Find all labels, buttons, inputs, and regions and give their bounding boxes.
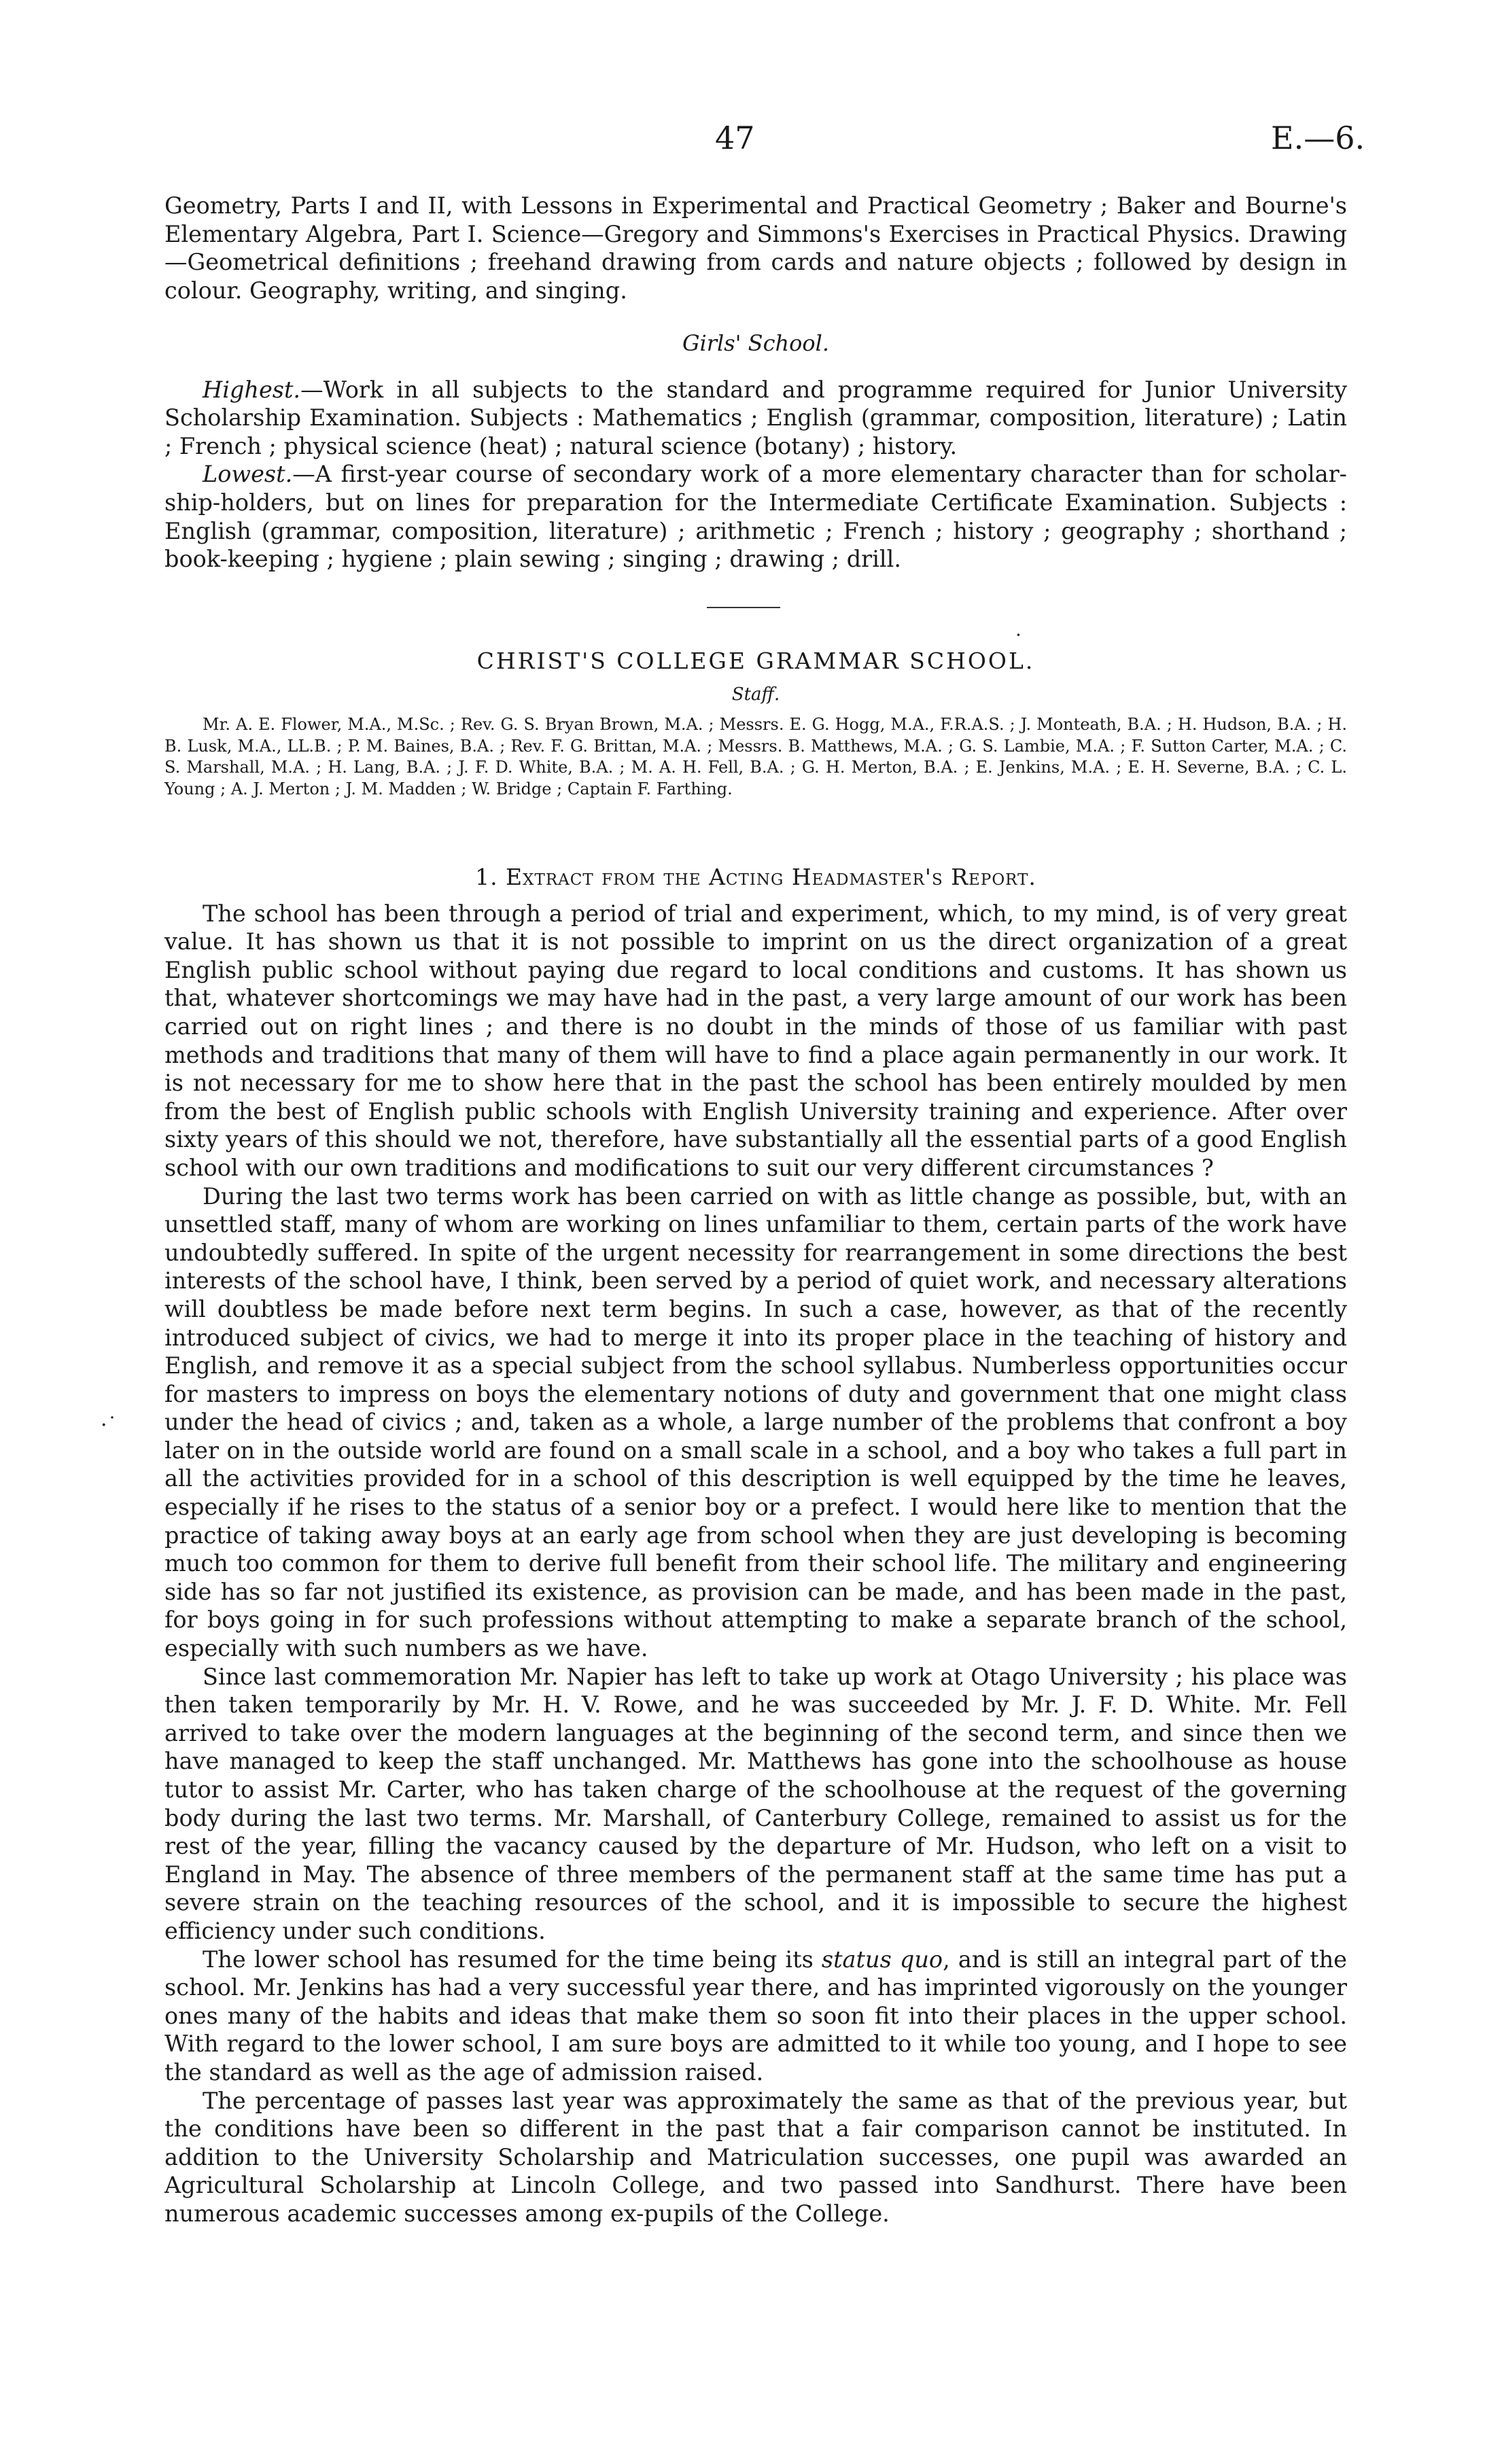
college-title: CHRIST'S COLLEGE GRAMMAR SCHOOL. (476, 648, 1035, 674)
status-quo-italic: status quo (821, 1946, 943, 1973)
report-paragraph-3: Since last commemoration Mr. Napier has left to take up work at Otago University ; his place was then taken temporarily by Mr. H. V. Rowe, and he was succeeded by Mr. J. F. D. White. Mr. Fell arrived to take over the modern languages at the beginning of the second term, and since then we have managed to keep the staff unchanged. Mr. Matthews has gone into the schoolhouse as house tutor to assist Mr. Carter, who has taken charge of the schoolhouse at the request of the governing body during the last two terms. Mr. Marshall, of Canterbury College, remained to assist us for the rest of the year, filling the vacancy caused by the departure of Mr. Hudson, who left on a visit to England in May. The absence of three members of the permanent staff at the same time has put a severe strain on the teaching resources of the school, and it is impossible to secure the highest efficiency under such conditions. (164, 1663, 1347, 1944)
report-paragraph-4-start: The lower school has resumed for the time being its (203, 1946, 822, 1973)
report-paragraph-5: The percentage of passes last year was approximately the same as that of the previous year, but the conditions have been so different in the past that a fair comparison cannot be instituted. In addition to the University Scholarship and Matriculation successes, one pupil was awarded an Agricultural Scholarship at Lincoln College, and two passed into Sandhurst. There have been numerous academic successes among ex-pupils of the College. (164, 2087, 1347, 2227)
highest-label: Highest. (203, 376, 301, 403)
report-paragraph-4-end: , and is still an integral part of the school. Mr. Jenkins has had a very successful year there, and has imprinted vigorously on the younger ones many of the habits and ideas that make them so soon fit into their places in the upper school. With regard to the lower school, I am sure boys are admitted to it while too young, and I hope to see the standard as well as the age of admission raised. (164, 1946, 1347, 2085)
girls-highest-paragraph (164, 376, 1347, 461)
girls-school-heading: Girls' School. (682, 330, 830, 356)
report-paragraph-4 (164, 1946, 1347, 2087)
staff-list: Mr. A. E. Flower, M.A., M.Sc. ; Rev. G. S. Bryan Brown, M.A. ; Messrs. E. G. Hogg, M.A., F.R.A.S. ; J. Monteath, B.A. ; H. Hudson, B.A. ; H. B. Lusk, M.A., LL.B. ; P. M. Baines, B.A. ; Rev. F. G. Brittan, M.A. ; Messrs. B. Matthews, M.A. ; G. S. Lambie, M.A. ; F. Sutton Carter, M.A. ; C. S. Marshall, M.A. ; H. Lang, B.A. ; J. F. D. White, B.A. ; M. A. H. Fell, B.A. ; G. H. Merton, B.A. ; E. Jenkins, M.A. ; E. H. Severne, B.A. ; C. L. Young ; A. J. Merton ; J. M. Madden ; W. Bridge ; Captain F. Farthing. (164, 715, 1347, 798)
college-section (164, 647, 1347, 800)
girls-lowest-paragraph (164, 460, 1347, 573)
page-number: 47 (715, 120, 755, 156)
staff-heading: Staff. (731, 684, 780, 705)
document-reference: E.—6. (1271, 120, 1365, 156)
margin-mark: ·˙ (101, 1413, 118, 1437)
report-paragraph-2: During the last two terms work has been carried on with as little change as possible, but, with an unsettled staff, many of whom are working on lines unfamiliar to them, certain parts of the work have undoubtedly suffered. In spite of the urgent necessity for rearrangement in some directions the best interests of the school have, I think, been served by a period of quiet work, and necessary alterations will doubtless be made before next term begins. In such a case, however, as that of the recently introduced subject of civics, we had to merge it into its proper place in the teaching of history and English, and remove it as a special subject from the school syllabus. Numberless opportunities occur for masters to impress on boys the elementary notions of duty and government that one might class under the head of civics ; and, taken as a whole, a large number of the problems that confront a boy later on in the outside world are found on a small scale in a school, and a boy who takes a full part in all the activities provided for in a school of this description is well equipped by the time he leaves, especially if he rises to the status of a senior boy or a prefect. I would here like to mention that the practice of taking away boys at an early age from school when they are just developing is becoming much too common for them to derive full benefit from their school life. The military and engineering side has so far not justified its existence, as provision can be made, and has been made in the past, for boys going in for such professions without attempting to make a separate branch of the school, especially with such numbers as we have. (164, 1182, 1347, 1662)
section-divider (707, 607, 780, 608)
intro-paragraph: Geometry, Parts I and II, with Lessons in Experimental and Practical Geometry ; Baker and Bourne's Elementary Algebra, Part I. Science—Gregory and Simmons's Exercises in Practical Physics. Drawing—Geometrical definitions ; freehand drawing from cards and nature objects ; followed by design in colour. Geography, writing, and singing. (164, 192, 1347, 304)
lowest-text: —A first-year course of secondary work of a more elementary character than for scholar-ship-holders, but on lines for preparation for the Intermediate Certificate Examination. Subjects : English (grammar, composition, literature) ; arithmetic ; French ; history ; geography ; shorthand ; book-keeping ; hygiene ; plain sewing ; singing ; drawing ; drill. (164, 461, 1347, 573)
intro-paragraph-block (164, 192, 1347, 304)
lowest-label: Lowest. (203, 461, 293, 488)
report-paragraph-1: The school has been through a period of trial and experiment, which, to my mind, is of very great value. It has shown us that it is not possible to imprint on us the direct organization of a great English public school without paying due regard to local conditions and customs. It has shown us that, whatever shortcomings we may have had in the past, a very large amount of our work has been carried out on right lines ; and there is no doubt in the minds of those of us familiar with past methods and traditions that many of them will have to find a place again permanently in our work. It is not necessary for me to show here that in the past the school has been entirely moulded by men from the best of English public schools with English University training and experience. After over sixty years of this should we not, therefore, have substantially all the essential parts of a good English school with our own traditions and modifications to suit our very different circumstances ? (164, 900, 1347, 1181)
report-section (164, 863, 1347, 2228)
report-heading: 1. Extract from the Acting Headmaster's Report. (475, 864, 1036, 890)
girls-school-section (164, 330, 1347, 574)
stray-mark: · (1015, 624, 1021, 646)
highest-text: —Work in all subjects to the standard and programme required for Junior University Scholarship Examination. Subjects : Mathematics ; English (grammar, composition, literature) ; Latin ; French ; physical science (heat) ; natural science (botany) ; history. (164, 376, 1347, 459)
